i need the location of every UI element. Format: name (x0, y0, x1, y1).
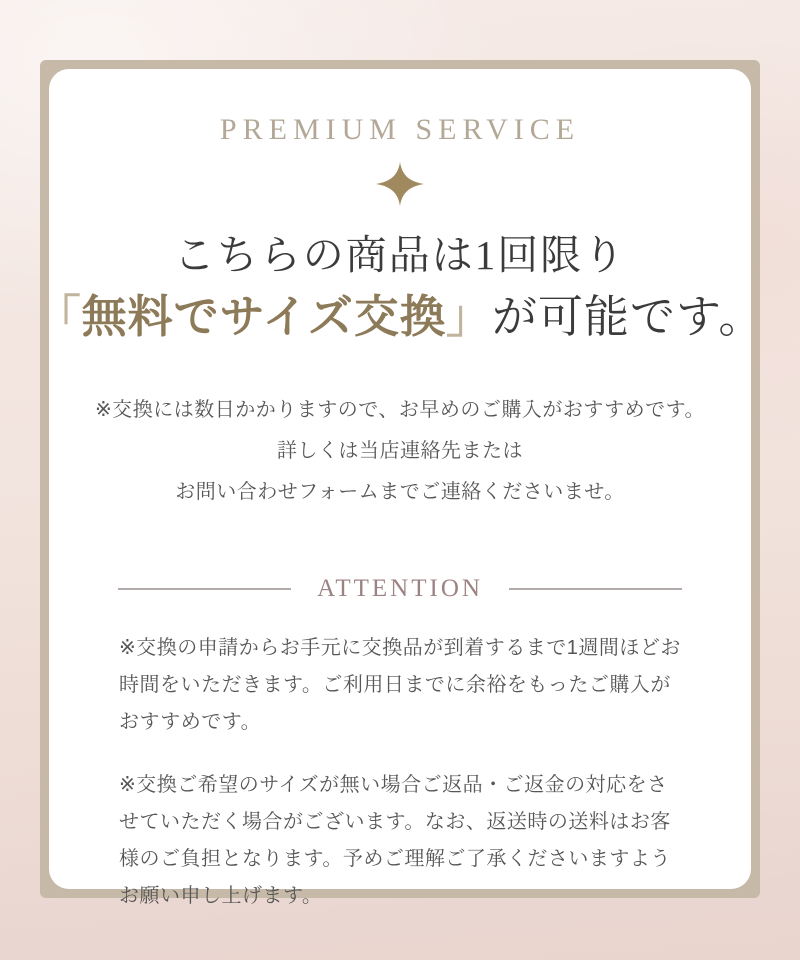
heading-line2 (36, 290, 765, 344)
note-line1: ※交換には数日かかりますので、お早めのご購入がおすすめです。 (95, 399, 705, 421)
heading-line1: こちらの商品は1回限り (173, 232, 627, 278)
attention-label: ATTENTION (317, 575, 483, 602)
note-line3: お問い合わせフォームまでご連絡くださいませ。 (175, 481, 625, 503)
heading-highlight: 無料でサイズ交換 (81, 292, 446, 342)
premium-service-label: PREMIUM SERVICE (219, 113, 581, 146)
divider-line-right (509, 588, 682, 590)
attention-divider (118, 575, 682, 603)
heading-rest: が可能です。 (492, 292, 765, 342)
heading-open-bracket: 「 (35, 292, 82, 342)
sparkle-icon (376, 162, 424, 206)
card-frame (35, 60, 765, 907)
attention-paragraph-1: ※交換の申請からお手元に交換品が到着するまで1週間ほどお時間をいただきます。ご利用日までに余裕をもったご購入がおすすめです。 (119, 637, 681, 733)
attention-paragraph-2: ※交換ご希望のサイズが無い場合ご返品・ご返金の対応をさせていただく場合がございます。なお、返送時の送料はお客様のご負担となります。予めご理解ご了承くださいますようお願い申し上げます。 (119, 774, 671, 907)
divider-line-left (118, 588, 291, 590)
note-line2: 詳しくは当店連絡先または (277, 440, 523, 462)
attention-paragraphs (119, 630, 681, 915)
note-block (95, 390, 705, 513)
heading-close-bracket: 」 (446, 292, 493, 342)
premium-service-card (35, 69, 765, 907)
main-heading (36, 206, 765, 344)
